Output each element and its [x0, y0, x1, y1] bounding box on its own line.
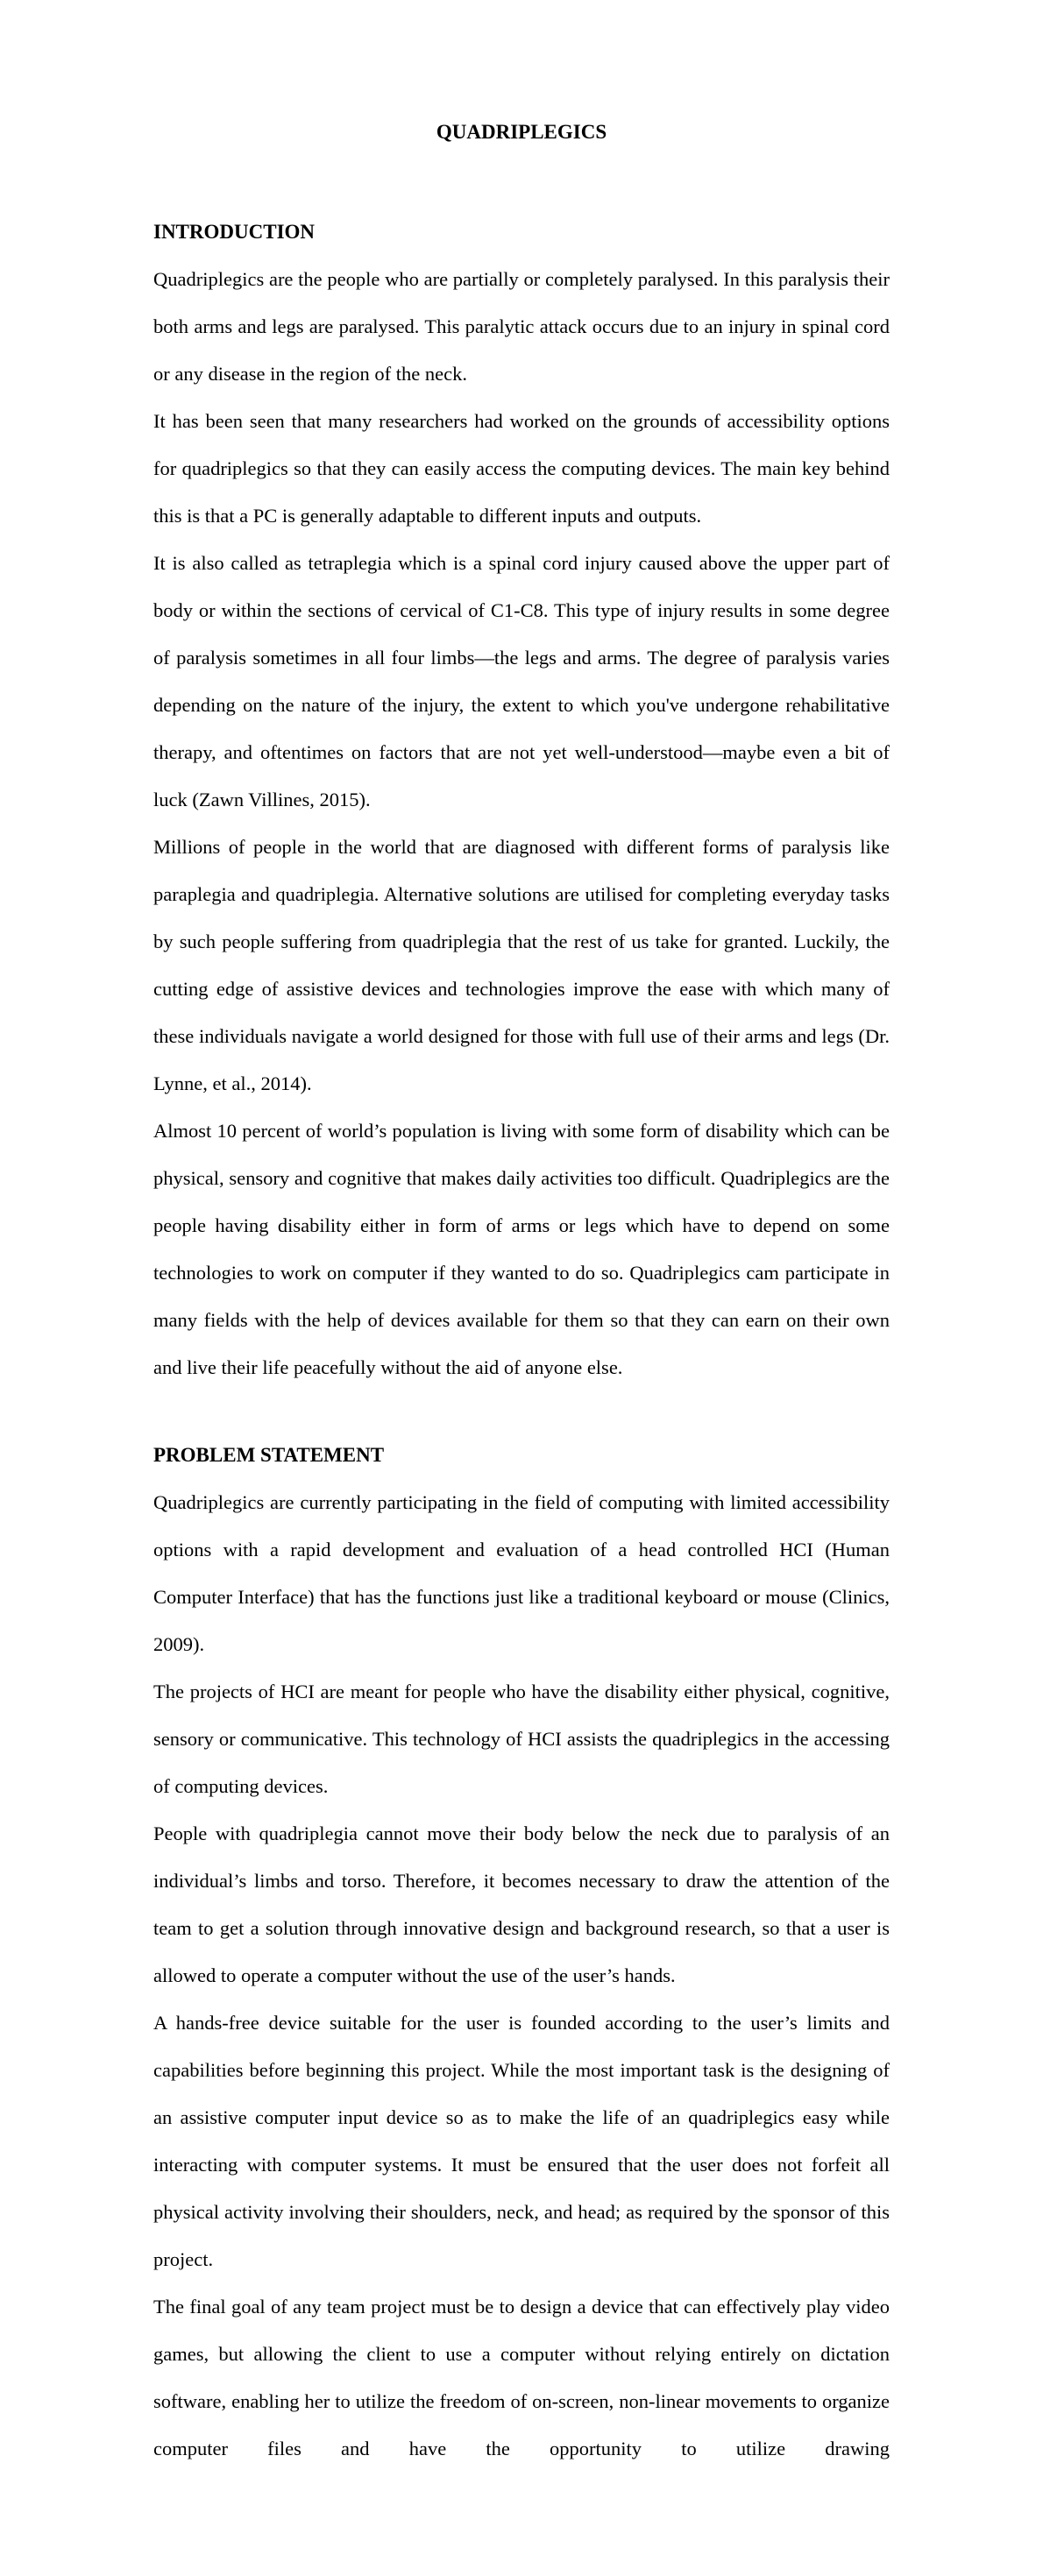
paragraph: Almost 10 percent of world’s population is living with some form of disability which can be physical, sensory and cognitive that makes daily activities too difficult. Quadriplegics are the people having disability either in form of arms or legs which have to depend on some technologies to work on computer if they wanted to do so. Quadriplegics cam participate in many fields with the help of devices available for them so that they can earn on their own and live their life peacefully without the aid of anyone else. — [153, 1120, 890, 1378]
paragraph: People with quadriplegia cannot move their body below the neck due to paralysis of an individual’s limbs and torso. Therefore, it becomes necessary to draw the attention of the team to get a solution through innovative design and background research, so that a user is allowed to operate a computer without the use of the user’s hands. — [153, 1822, 890, 1986]
section-heading-introduction: INTRODUCTION — [153, 221, 316, 243]
paragraph: Millions of people in the world that are diagnosed with different forms of paralysis like paraplegia and quadriplegia. Alternative solutions are utilised for completing everyday tasks by such people suffering from quadriplegia that the rest of us take for granted. Luckily, the cutting edge of assistive devices and technologies improve the ease with which many of these individuals navigate a world designed for those with full use of their arms and legs (Dr. Lynne, et al., 2014). — [153, 836, 890, 1094]
paragraph: It has been seen that many researchers had worked on the grounds of accessibility options for quadriplegics so that they can easily access the computing devices. The main key behind this is that a PC is generally adaptable to different inputs and outputs. — [153, 410, 890, 527]
document-title: QUADRIPLEGICS — [436, 121, 607, 143]
paragraph: The projects of HCI are meant for people who have the disability either physical, cognitive, sensory or communicative. This technology of HCI assists the quadriplegics in the accessing of computing devices. — [153, 1681, 890, 1797]
paragraph: A hands-free device suitable for the user is founded according to the user’s limits and capabilities before beginning this project. While the most important task is the designing of an assistive computer input device so as to make the life of an quadriplegics easy while interacting with computer systems. It must be ensured that the user does not forfeit all physical activity involving their shoulders, neck, and head; as required by the sponsor of this project. — [153, 2012, 890, 2270]
paragraph: It is also called as tetraplegia which is a spinal cord injury caused above the upper part of body or within the sections of cervical of C1-C8. This type of injury results in some degree of paralysis sometimes in all four limbs—the legs and arms. The degree of paralysis varies depending on the nature of the injury, the extent to which you've undergone rehabilitative therapy, and oftentimes on factors that are not yet well-understood—maybe even a bit of luck (Zawn Villines, 2015). — [153, 552, 890, 810]
paragraph: Quadriplegics are currently participating in the field of computing with limited accessibility options with a rapid development and evaluation of a head controlled HCI (Human Computer Interface) that has the functions just like a traditional keyboard or mouse (Clinics, 2009). — [153, 1491, 890, 1655]
paragraph: Quadriplegics are the people who are partially or completely paralysed. In this paralysis their both arms and legs are paralysed. This paralytic attack occurs due to an injury in spinal cord or any disease in the region of the neck. — [153, 268, 890, 385]
section-heading-problem-statement: PROBLEM STATEMENT — [153, 1444, 385, 1466]
paragraph: The final goal of any team project must be to design a device that can effectively play video games, but allowing the client to use a computer without relying entirely on dictation software, enabling her to utilize the freedom of on-screen, non-linear movements to organize computer files and have the opportunity to utilize drawing — [153, 2296, 890, 2459]
